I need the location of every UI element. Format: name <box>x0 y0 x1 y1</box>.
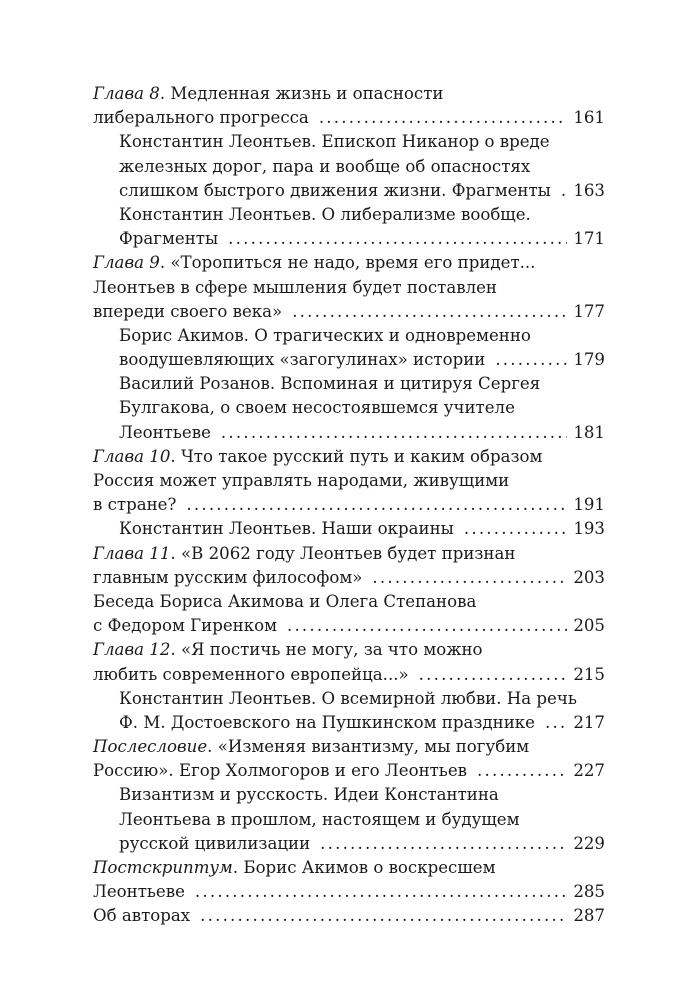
table-of-contents <box>93 82 605 929</box>
toc-line <box>93 687 605 711</box>
toc-title-text: «Изменяя византизму, мы погубим <box>217 737 530 757</box>
toc-entry <box>93 82 605 130</box>
page-number: 203 <box>573 567 605 587</box>
toc-title-text: Россия может управлять народами, живущими <box>93 471 510 490</box>
toc-entry <box>93 251 605 324</box>
page-number: 285 <box>573 882 605 902</box>
toc-line <box>93 638 605 662</box>
chapter-label: Глава 11 <box>93 543 171 563</box>
dot-leader <box>477 759 567 783</box>
toc-line-text <box>119 711 535 735</box>
toc-line-text <box>93 493 176 517</box>
page-number: 163 <box>573 180 605 200</box>
toc-entry <box>93 687 605 735</box>
dot-leader <box>319 106 568 130</box>
toc-title-text: железных дорог, пара и вообще об опасностях <box>119 156 531 176</box>
toc-line <box>93 179 605 203</box>
chapter-label: Глава 10 <box>93 446 171 466</box>
toc-line <box>93 130 605 154</box>
dot-leader <box>545 711 567 735</box>
page-number: 287 <box>573 906 605 926</box>
toc-line-text <box>119 348 485 372</box>
toc-entry <box>93 590 605 638</box>
toc-entry <box>93 904 605 928</box>
toc-title-text: Константин Леонтьев. Наши окраины <box>119 519 454 539</box>
toc-title-text: Византизм и русскость. Идеи Константина <box>119 785 499 805</box>
toc-line-text <box>119 785 499 804</box>
toc-line-text <box>93 471 509 490</box>
toc-title-text: Леонтьев в сфере мышления будет поставлен <box>93 277 497 297</box>
toc-line-text <box>93 880 185 904</box>
toc-title-text: Борис Акимов о воскресшем <box>243 858 496 877</box>
toc-title-text: Булгакова, о своем несостоявшемся учителе <box>119 398 515 418</box>
page-number: 179 <box>573 350 605 370</box>
toc-line <box>93 324 605 348</box>
page-number: 215 <box>573 664 605 684</box>
toc-line-text <box>93 759 467 783</box>
toc-line-text <box>119 179 551 203</box>
toc-title-text: любить современного европейца...» <box>93 664 409 684</box>
toc-title-text: Ф. М. Достоевского на Пушкинском празднике <box>119 712 535 732</box>
toc-title-text: Беседа Бориса Акимова и Олега Степанова <box>93 591 477 611</box>
toc-title-text: Леонтьеве <box>119 422 211 442</box>
toc-line-text <box>93 566 362 590</box>
toc-line <box>93 227 605 251</box>
toc-line-text <box>119 374 540 393</box>
toc-title-text: Россию». Егор Холмогоров и его Леонтьев <box>93 761 468 781</box>
toc-entry <box>93 130 605 203</box>
dot-leader <box>195 880 567 904</box>
toc-title-text: либерального прогресса <box>93 108 309 128</box>
toc-line-text <box>93 278 497 297</box>
dot-leader <box>419 663 568 687</box>
dot-leader <box>464 517 567 541</box>
toc-title-text: русской цивилизации <box>119 833 311 853</box>
chapter-label: Глава 12 <box>93 640 171 660</box>
page-number: 205 <box>573 616 605 636</box>
toc-title-text: слишком быстрого движения жизни. Фрагменты <box>119 180 551 200</box>
toc-line <box>93 808 605 832</box>
toc-line <box>93 614 605 638</box>
dot-leader <box>372 566 567 590</box>
toc-line <box>93 396 605 420</box>
dot-leader <box>287 614 567 638</box>
toc-line-text <box>119 132 550 151</box>
toc-line <box>93 348 605 372</box>
toc-entry <box>93 517 605 541</box>
toc-line <box>93 106 605 130</box>
toc-title-text: Константин Леонтьев. О всемирной любви. На речь <box>119 688 577 708</box>
toc-line <box>93 276 605 300</box>
chapter-label: Глава 8 <box>93 84 160 103</box>
toc-entry <box>93 783 605 856</box>
dot-leader <box>221 421 567 445</box>
toc-title-text: Медленная жизнь и опасности <box>170 84 444 103</box>
chapter-label: Глава 9 <box>93 253 160 273</box>
toc-line <box>93 904 605 928</box>
dot-leader <box>561 179 567 203</box>
toc-line <box>93 590 605 614</box>
chapter-label: Постскриптум <box>93 858 233 877</box>
toc-entry <box>93 324 605 372</box>
toc-line <box>93 155 605 179</box>
toc-line-text: Глава 11. «В 2062 году Леонтьев будет признан <box>93 543 516 563</box>
toc-line <box>93 445 605 469</box>
toc-line <box>93 517 605 541</box>
toc-title-text: впереди своего века» <box>93 301 283 321</box>
toc-line-text <box>119 157 530 176</box>
toc-line <box>93 663 605 687</box>
toc-line-text: Глава 8. Медленная жизнь и опасности <box>93 84 444 103</box>
toc-title-text: Фрагменты <box>119 229 219 249</box>
toc-line <box>93 832 605 856</box>
toc-line-text: Глава 12. «Я постичь не могу, за что можно <box>93 640 483 660</box>
dot-leader <box>186 493 567 517</box>
toc-title-text: в стране? <box>93 495 177 515</box>
page-number: 171 <box>573 229 605 249</box>
page-number: 229 <box>573 833 605 853</box>
toc-line-text <box>119 421 211 445</box>
toc-title-text: Леонтьева в прошлом, настоящем и будущем <box>119 809 520 829</box>
toc-entry <box>93 372 605 445</box>
toc-line <box>93 251 605 275</box>
toc-line-text <box>93 663 409 687</box>
toc-line-text <box>93 106 309 130</box>
toc-title-text: Константин Леонтьев. О либерализме вообще. <box>119 204 531 224</box>
page-number: 181 <box>573 422 605 442</box>
toc-line-text <box>119 689 577 708</box>
toc-line-text <box>119 205 531 224</box>
toc-line <box>93 542 605 566</box>
toc-entry <box>93 542 605 590</box>
toc-entry <box>93 856 605 904</box>
dot-leader <box>200 904 567 928</box>
toc-entry <box>93 735 605 783</box>
toc-line-text: Послесловие. «Изменяя византизму, мы погубим <box>93 737 530 757</box>
toc-line-text <box>119 517 454 541</box>
toc-line-text <box>119 398 515 417</box>
chapter-label: Послесловие <box>93 737 208 757</box>
toc-title-text: «В 2062 году Леонтьев будет признан <box>180 543 516 563</box>
toc-title-text: Борис Акимов. О трагических и одновременно <box>119 325 531 345</box>
dot-leader <box>495 348 567 372</box>
toc-entry <box>93 203 605 251</box>
page-number: 191 <box>573 495 605 515</box>
page-number: 227 <box>573 761 605 781</box>
toc-line <box>93 372 605 396</box>
toc-line <box>93 566 605 590</box>
toc-title-text: Леонтьеве <box>93 882 185 902</box>
toc-title-text: воодушевляющих «загогулинах» истории <box>119 350 486 370</box>
toc-title-text: «Торопиться не надо, время его придет... <box>170 253 536 273</box>
dot-leader <box>320 832 567 856</box>
toc-title-text: Что такое русский путь и каким образом <box>180 446 543 466</box>
toc-line-text <box>119 227 218 251</box>
toc-line <box>93 469 605 493</box>
page-number: 161 <box>573 108 605 128</box>
toc-line-text: Постскриптум. Борис Акимов о воскресшем <box>93 858 496 877</box>
toc-line <box>93 759 605 783</box>
toc-line <box>93 300 605 324</box>
toc-line <box>93 783 605 807</box>
toc-title-text: с Федором Гиренком <box>93 616 277 636</box>
toc-line-text <box>93 300 282 324</box>
page-number: 177 <box>573 301 605 321</box>
toc-line-text <box>93 904 190 928</box>
toc-line <box>93 203 605 227</box>
page-number: 217 <box>573 712 605 732</box>
toc-line <box>93 82 605 106</box>
toc-line-text: Глава 10. Что такое русский путь и каким образом <box>93 446 543 466</box>
toc-line-text <box>119 326 531 345</box>
toc-title-text: Об авторах <box>93 906 191 926</box>
toc-line <box>93 880 605 904</box>
toc-line-text <box>93 614 277 638</box>
toc-line <box>93 711 605 735</box>
toc-line-text <box>119 832 310 856</box>
toc-line-text <box>93 592 476 611</box>
toc-line <box>93 421 605 445</box>
toc-title-text: Василий Розанов. Вспоминая и цитируя Сергея <box>119 374 541 394</box>
toc-title-text: Константин Леонтьев. Епископ Никанор о вреде <box>119 132 550 152</box>
toc-line-text: Глава 9. «Торопиться не надо, время его придет... <box>93 253 536 273</box>
toc-line <box>93 856 605 880</box>
dot-leader <box>292 300 567 324</box>
page-number: 193 <box>573 519 605 539</box>
toc-line <box>93 735 605 759</box>
toc-title-text: главным русским философом» <box>93 567 363 587</box>
dot-leader <box>228 227 567 251</box>
toc-entry <box>93 445 605 518</box>
toc-title-text: «Я постичь не могу, за что можно <box>180 640 483 660</box>
toc-line <box>93 493 605 517</box>
toc-entry <box>93 638 605 686</box>
toc-line-text <box>119 810 520 829</box>
